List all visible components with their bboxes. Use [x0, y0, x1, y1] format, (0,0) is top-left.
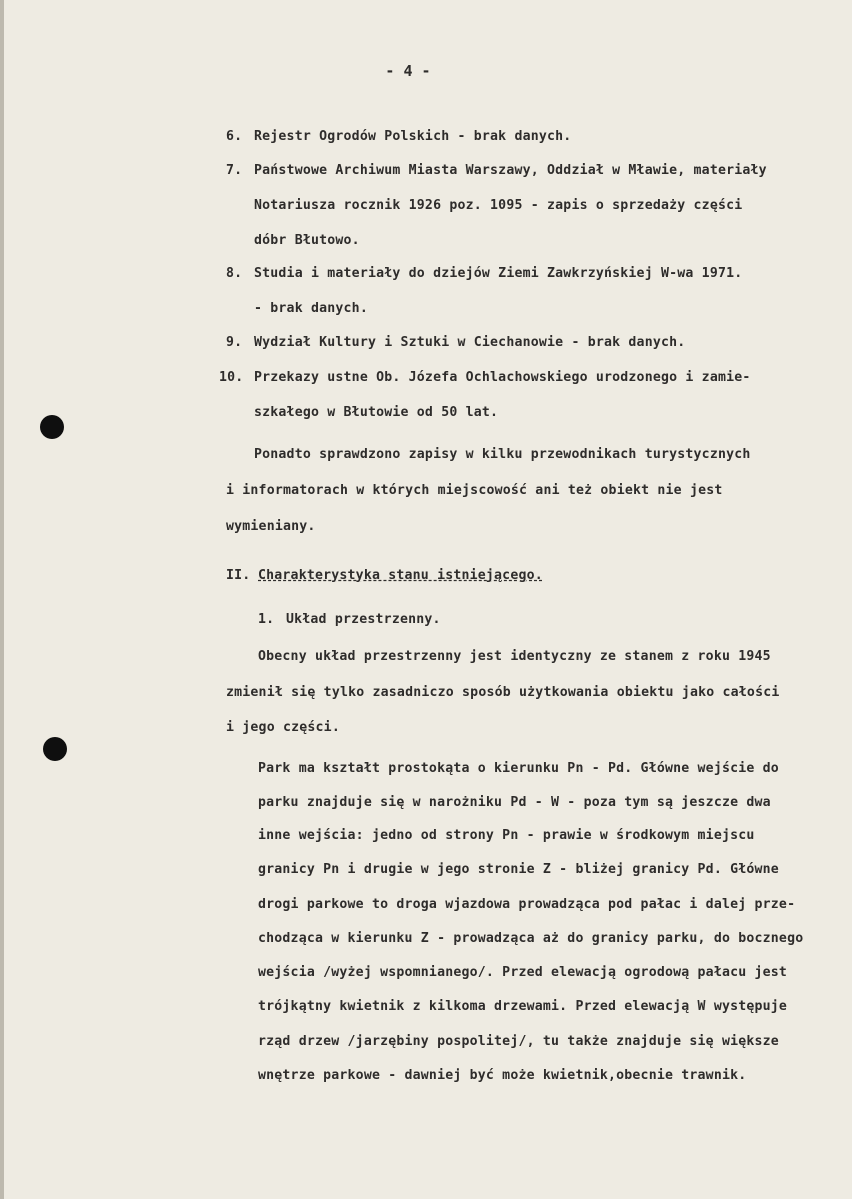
paragraph-line: Ponadto sprawdzono zapisy w kilku przewodnikach turystycznych	[254, 447, 751, 462]
subsection-number: 1.	[258, 612, 275, 627]
paragraph-line: wymieniany.	[226, 519, 316, 534]
list-item-line: Notariusza rocznik 1926 poz. 1095 - zapis o sprzedaży części	[254, 198, 743, 213]
section-title: Charakterystyka stanu istniejącego.	[258, 568, 543, 583]
list-item-number: 7.	[226, 163, 243, 178]
list-item-line: dóbr Błutowo.	[254, 233, 360, 248]
list-item-line: Przekazy ustne Ob. Józefa Ochlachowskiego urodzonego i zamie-	[254, 370, 751, 385]
list-item-number: 8.	[226, 266, 243, 281]
punch-hole-icon	[43, 737, 67, 761]
page-number: - 4 -	[385, 62, 431, 80]
paragraph-line: Obecny układ przestrzenny jest identyczny ze stanem z roku 1945	[258, 649, 771, 664]
list-item-number: 6.	[226, 129, 243, 144]
paragraph-line: wnętrze parkowe - dawniej być może kwietnik,obecnie trawnik.	[258, 1068, 747, 1083]
paragraph-line: trójkątny kwietnik z kilkoma drzewami. Przed elewacją W występuje	[258, 999, 788, 1014]
list-item-line: Wydział Kultury i Sztuki w Ciechanowie - brak danych.	[254, 335, 686, 350]
paragraph-line: i jego części.	[226, 720, 340, 735]
subsection-title: Układ przestrzenny.	[286, 612, 441, 627]
paragraph-line: chodząca w kierunku Z - prowadząca aż do granicy parku, do bocznego	[258, 931, 804, 946]
list-item-number: 9.	[226, 335, 243, 350]
list-item-line: Państwowe Archiwum Miasta Warszawy, Oddział w Mławie, materiały	[254, 163, 767, 178]
page-edge-shadow	[0, 0, 4, 1199]
paragraph-line: granicy Pn i drugie w jego stronie Z - bliżej granicy Pd. Główne	[258, 862, 779, 877]
list-item-number: 10.	[219, 370, 244, 385]
section-number: II.	[226, 568, 251, 583]
paragraph-line: inne wejścia: jedno od strony Pn - prawie w środkowym miejscu	[258, 828, 755, 843]
paragraph-line: zmienił się tylko zasadniczo sposób użytkowania obiektu jako całości	[226, 685, 780, 700]
paragraph-line: drogi parkowe to droga wjazdowa prowadząca pod pałac i dalej prze-	[258, 897, 796, 912]
paragraph-line: rząd drzew /jarzębiny pospolitej/, tu także znajduje się większe	[258, 1034, 779, 1049]
list-item-line: Rejestr Ogrodów Polskich - brak danych.	[254, 129, 572, 144]
paragraph-line: i informatorach w których miejscowość ani też obiekt nie jest	[226, 483, 723, 498]
paragraph-line: Park ma kształt prostokąta o kierunku Pn - Pd. Główne wejście do	[258, 761, 779, 776]
paragraph-line: parku znajduje się w narożniku Pd - W - poza tym są jeszcze dwa	[258, 795, 771, 810]
list-item-line: Studia i materiały do dziejów Ziemi Zawkrzyńskiej W-wa 1971.	[254, 266, 743, 281]
paragraph-line: wejścia /wyżej wspomnianego/. Przed elewacją ogrodową pałacu jest	[258, 965, 788, 980]
punch-hole-icon	[40, 415, 64, 439]
list-item-line: - brak danych.	[254, 301, 368, 316]
list-item-line: szkałego w Błutowie od 50 lat.	[254, 405, 499, 420]
